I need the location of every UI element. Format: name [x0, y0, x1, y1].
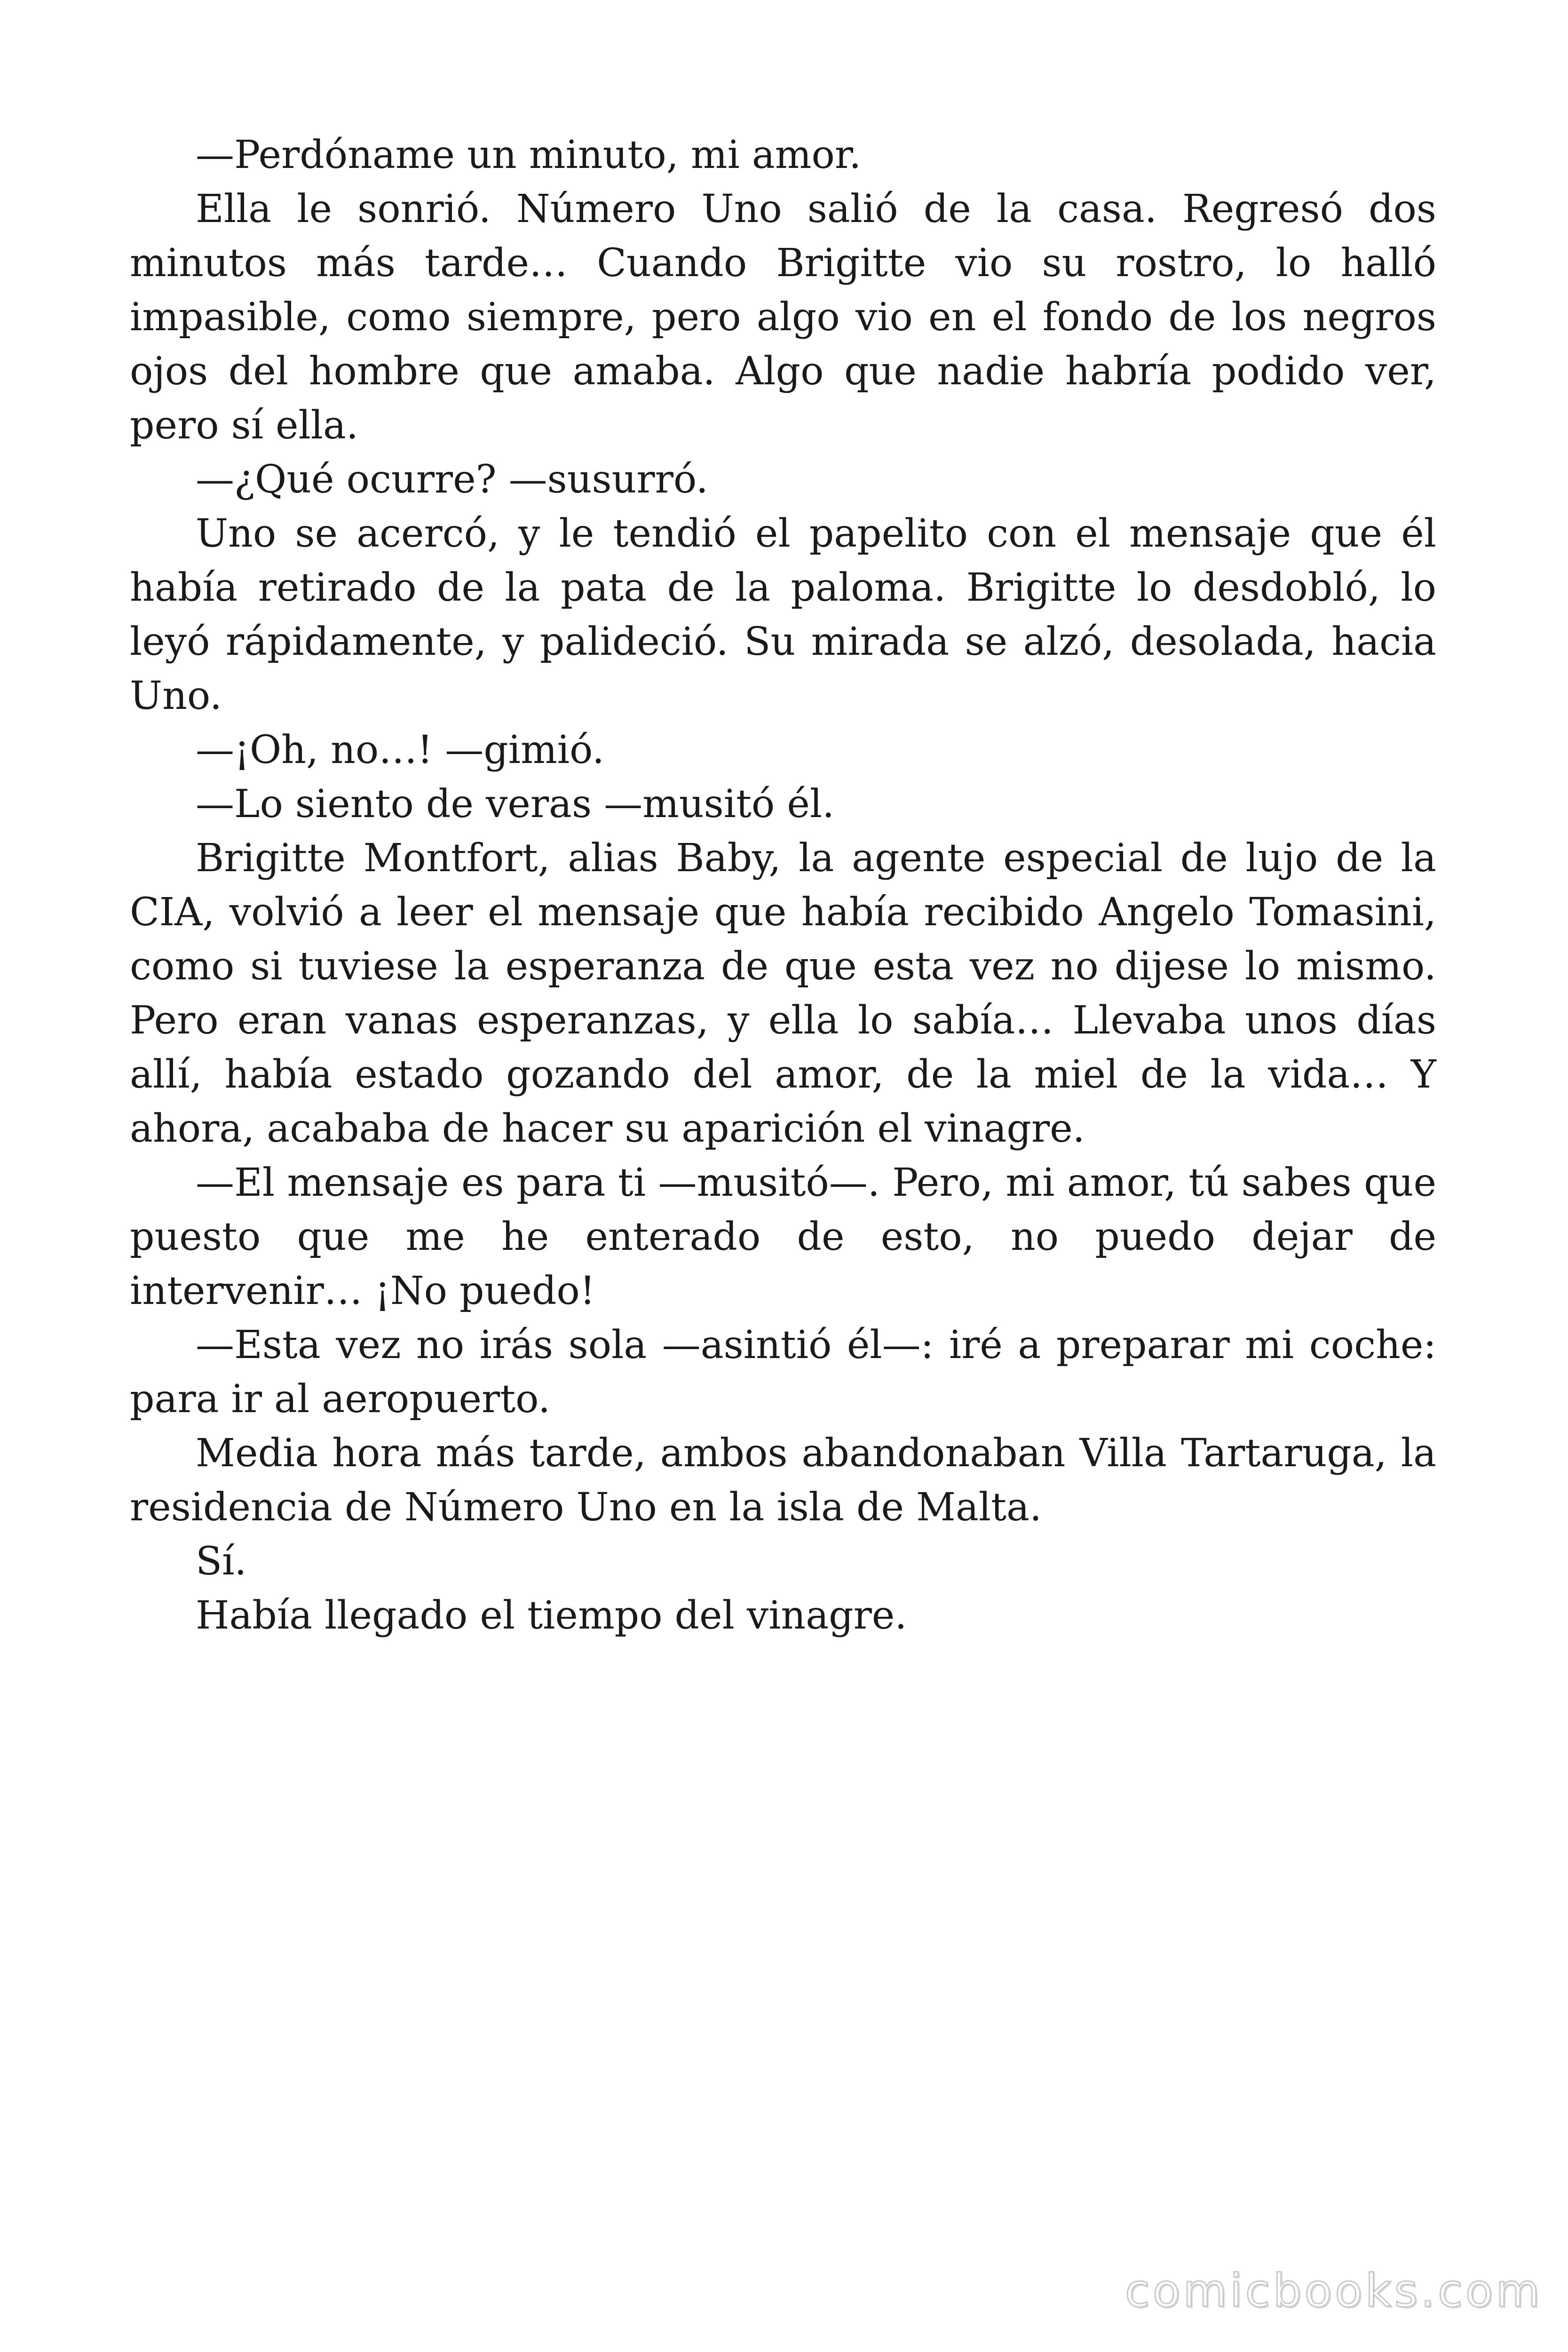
paragraph: —¡Oh, no…! —gimió. [196, 728, 605, 772]
paragraph: Sí. [196, 1539, 247, 1584]
paragraph: Uno se acercó, y le tendió el papelito con el mensaje que él había retirado de la pata de la paloma. Brigitte lo desdobló, lo leyó rápidamente, y palideció. Su mirada se alzó, desolada, hacia Uno. [130, 511, 1436, 718]
paragraph: —¿Qué ocurre? —susurró. [196, 457, 708, 502]
watermark: comicbooks.com [1125, 2265, 1543, 2317]
paragraph: —Lo siento de veras —musitó él. [196, 782, 835, 826]
paragraph: Había llegado el tiempo del vinagre. [196, 1593, 907, 1638]
page-body-text [130, 128, 1436, 1643]
paragraph: —Perdóname un minuto, mi amor. [196, 133, 862, 177]
paragraph: —El mensaje es para ti —musitó—. Pero, mi amor, tú sabes que puesto que me he enterado de esto, no puedo dejar de intervenir… ¡No puedo! [130, 1160, 1436, 1313]
paragraph: Ella le sonrió. Número Uno salió de la casa. Regresó dos minutos más tarde… Cuando Brigitte vio su rostro, lo halló impasible, como siempre, pero algo vio en el fondo de los negros ojos del hombre que amaba. Algo que nadie habría podido ver, pero sí ella. [130, 187, 1436, 448]
paragraph: Brigitte Montfort, alias Baby, la agente especial de lujo de la CIA, volvió a leer el mensaje que había recibido Angelo Tomasini, como si tuviese la esperanza de que esta vez no dijese lo mismo. Pero eran vanas esperanzas, y ella lo sabía… Llevaba unos días allí, había estado gozando del amor, de la miel de la vida… Y ahora, acababa de hacer su aparición el vinagre. [130, 836, 1436, 1151]
paragraph: —Esta vez no irás sola —asintió él—: iré a preparar mi coche: para ir al aeropuerto. [130, 1323, 1436, 1422]
paragraph: Media hora más tarde, ambos abandonaban Villa Tartaruga, la residencia de Número Uno en la isla de Malta. [130, 1431, 1436, 1530]
